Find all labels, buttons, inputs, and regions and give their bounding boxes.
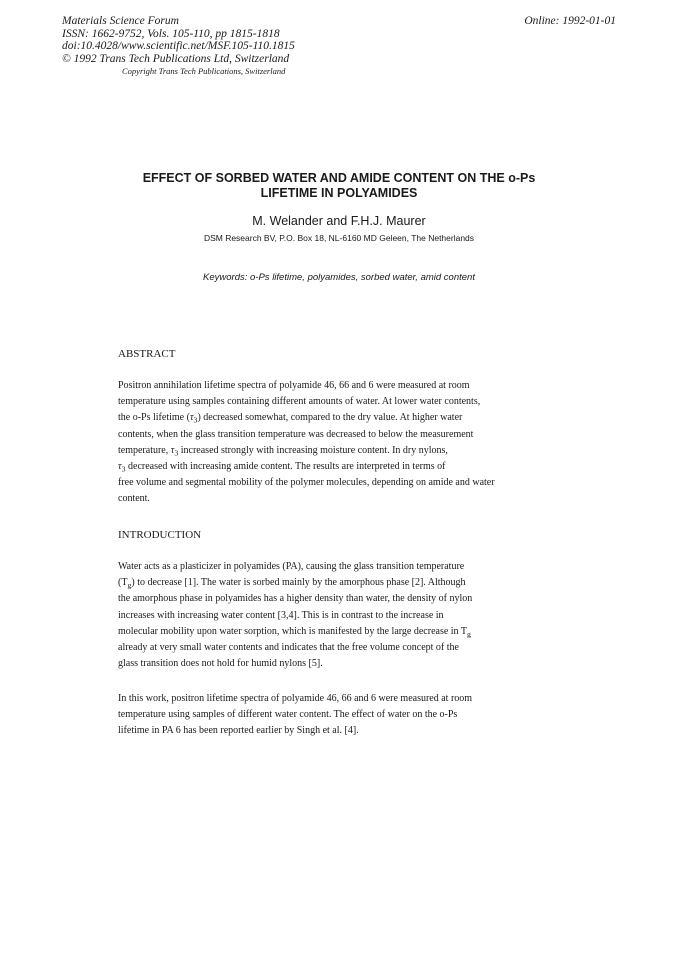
text-line: temperature using samples containing different amounts of water. At lower water contents, — [118, 396, 481, 408]
authors: M. Welander and F.H.J. Maurer — [252, 214, 426, 228]
paper-title — [110, 171, 568, 201]
publisher-line: © 1992 Trans Tech Publications Ltd, Switzerland — [62, 52, 290, 65]
introduction-paragraph-1 — [118, 559, 558, 672]
title-line: LIFETIME IN POLYAMIDES — [260, 186, 418, 200]
abstract-paragraph — [118, 378, 558, 508]
affiliation: DSM Research BV, P.O. Box 18, NL-6160 MD Geleen, The Netherlands — [203, 233, 475, 243]
text-line: the o-Ps lifetime $(\tau_3)$ decreased somewhat, compared to the dry value. At higher water — [118, 412, 463, 426]
text-line: increases with increasing water content [3,4]. This is in contrast to the increase in — [118, 609, 444, 621]
text-line: Water acts as a plasticizer in polyamides (PA), causing the glass transition temperature — [118, 561, 465, 572]
tau-symbol: τ — [189, 412, 194, 424]
text-line: already at very small water contents and indicates that the free volume concept of the — [118, 641, 459, 653]
text-line: contents, when the glass transition temperature was decreased to below the measurement — [118, 428, 474, 440]
journal-metadata — [62, 15, 295, 65]
abstract-heading: ABSTRACT — [118, 348, 176, 360]
text-line: glass transition does not hold for humid nylons [5]. — [118, 658, 323, 670]
tau-symbol: τ — [118, 460, 122, 472]
text-line: In this work, positron lifetime spectra of polyamide 46, 66 and 6 were measured at room — [118, 693, 473, 704]
introduction-paragraph-2 — [118, 691, 558, 740]
online-date: Online: 1992-01-01 — [524, 15, 616, 27]
text-line: $(T_g)$ to decrease [1]. The water is sorbed mainly by the amorphous phase [2]. Although — [118, 577, 466, 590]
copyright-notice: Copyright Trans Tech Publications, Switzerland — [122, 66, 286, 76]
journal-name: Materials Science Forum — [62, 15, 179, 27]
tau-symbol: τ — [170, 444, 175, 456]
text-line: $\tau_3$ decreased with increasing amide content. The results are interpreted in terms of — [118, 460, 446, 474]
text-line: Positron annihilation lifetime spectra of polyamide 46, 66 and 6 were measured at room — [118, 380, 470, 391]
introduction-heading: INTRODUCTION — [118, 529, 202, 541]
text-line: free volume and segmental mobility of the polymer molecules, depending on amide and water — [118, 477, 495, 489]
issn-line: ISSN: 1662-9752, Vols. 105-110, pp 1815-1818 — [62, 27, 280, 40]
text-line: lifetime in PA 6 has been reported earlier by Singh et al. [4]. — [118, 725, 359, 737]
keywords: Keywords: o-Ps lifetime, polyamides, sorbed water, amid content — [203, 272, 475, 283]
text-line: content. — [118, 493, 150, 505]
doi-line: doi:10.4028/www.scientific.net/MSF.105-110.1815 — [62, 40, 295, 53]
title-line: EFFECT OF SORBED WATER AND AMIDE CONTENT ON THE o-Ps — [142, 171, 536, 185]
text-line: temperature, $\tau_3$ increased strongly with increasing moisture content. In dry nylons, — [118, 444, 448, 458]
text-line: temperature using samples of different water content. The effect of water on the o-Ps — [118, 709, 458, 721]
text-line: the amorphous phase in polyamides has a higher density than water, the density of nylon — [118, 593, 473, 605]
text-line: molecular mobility upon water sorption, which is manifested by the large decrease in $T_g$ — [118, 625, 471, 639]
